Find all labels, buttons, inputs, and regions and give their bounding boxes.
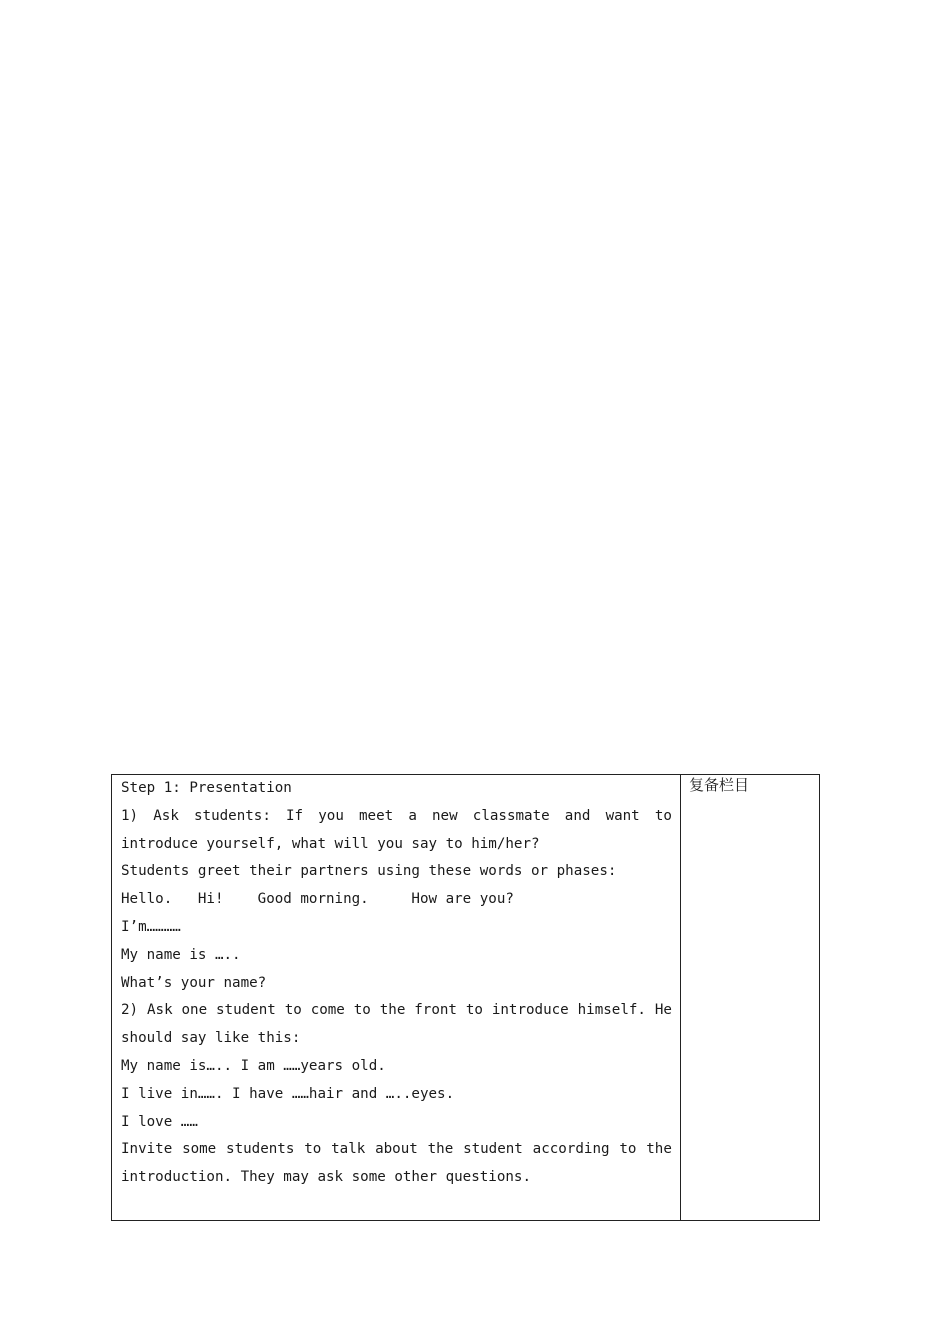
lesson-table bbox=[111, 774, 820, 1221]
word: you bbox=[318, 807, 344, 824]
word: talk bbox=[331, 1141, 366, 1158]
text-line: What’s your name? bbox=[121, 974, 267, 991]
review-notes-title: 复备栏目 bbox=[689, 776, 750, 794]
text-line: I live in……. I have ……hair and …..eyes. bbox=[121, 1085, 455, 1102]
word: 1) bbox=[121, 807, 139, 824]
word: to bbox=[619, 1141, 637, 1158]
word: himself. bbox=[577, 1002, 646, 1019]
word: front bbox=[414, 1002, 457, 1019]
word: the bbox=[427, 1141, 454, 1158]
word: to bbox=[284, 1002, 302, 1019]
word: to bbox=[654, 807, 672, 824]
word: to bbox=[304, 1141, 322, 1158]
word: classmate bbox=[472, 807, 550, 824]
word: If bbox=[286, 807, 304, 824]
word: to bbox=[465, 1002, 483, 1019]
word: students: bbox=[194, 807, 271, 824]
word: He bbox=[654, 1002, 672, 1019]
word: some bbox=[182, 1141, 217, 1158]
word: one bbox=[181, 1002, 208, 1019]
word: Ask bbox=[153, 807, 179, 824]
text-line: My name is ….. bbox=[121, 946, 241, 963]
word: Ask bbox=[146, 1002, 173, 1019]
word: want bbox=[605, 807, 640, 824]
word: new bbox=[432, 807, 458, 824]
text-line: introduction. They may ask some other questions. bbox=[121, 1169, 531, 1186]
lesson-content-cell bbox=[112, 775, 681, 1220]
word: meet bbox=[359, 807, 394, 824]
word: the bbox=[379, 1002, 406, 1019]
word: students bbox=[226, 1141, 295, 1158]
text-line bbox=[121, 997, 672, 1025]
text-line: I love …… bbox=[121, 1113, 198, 1130]
review-notes-cell bbox=[681, 775, 819, 1220]
word: introduce bbox=[491, 1002, 569, 1019]
word: to bbox=[353, 1002, 371, 1019]
text-line: I’m………… bbox=[121, 918, 181, 935]
word: come bbox=[310, 1002, 345, 1019]
text-line bbox=[121, 803, 672, 831]
word: 2) bbox=[121, 1002, 139, 1019]
text-line: introduce yourself, what will you say to him/her? bbox=[121, 835, 540, 852]
text-line bbox=[121, 1136, 672, 1164]
step-heading: Step 1: Presentation bbox=[121, 780, 292, 796]
word: the bbox=[646, 1141, 672, 1158]
text-line: should say like this: bbox=[121, 1030, 301, 1047]
word: about bbox=[375, 1141, 418, 1158]
word: student bbox=[216, 1002, 276, 1019]
text-line: Hello. Hi! Good morning. How are you? bbox=[121, 891, 514, 908]
word: Invite bbox=[121, 1141, 173, 1158]
text-line: My name is….. I am ……years old. bbox=[121, 1057, 386, 1074]
text-line: Students greet their partners using these words or phases: bbox=[121, 863, 617, 880]
word: a bbox=[408, 807, 417, 824]
word: and bbox=[564, 807, 591, 824]
word: student bbox=[463, 1141, 523, 1158]
word: according bbox=[532, 1141, 610, 1158]
